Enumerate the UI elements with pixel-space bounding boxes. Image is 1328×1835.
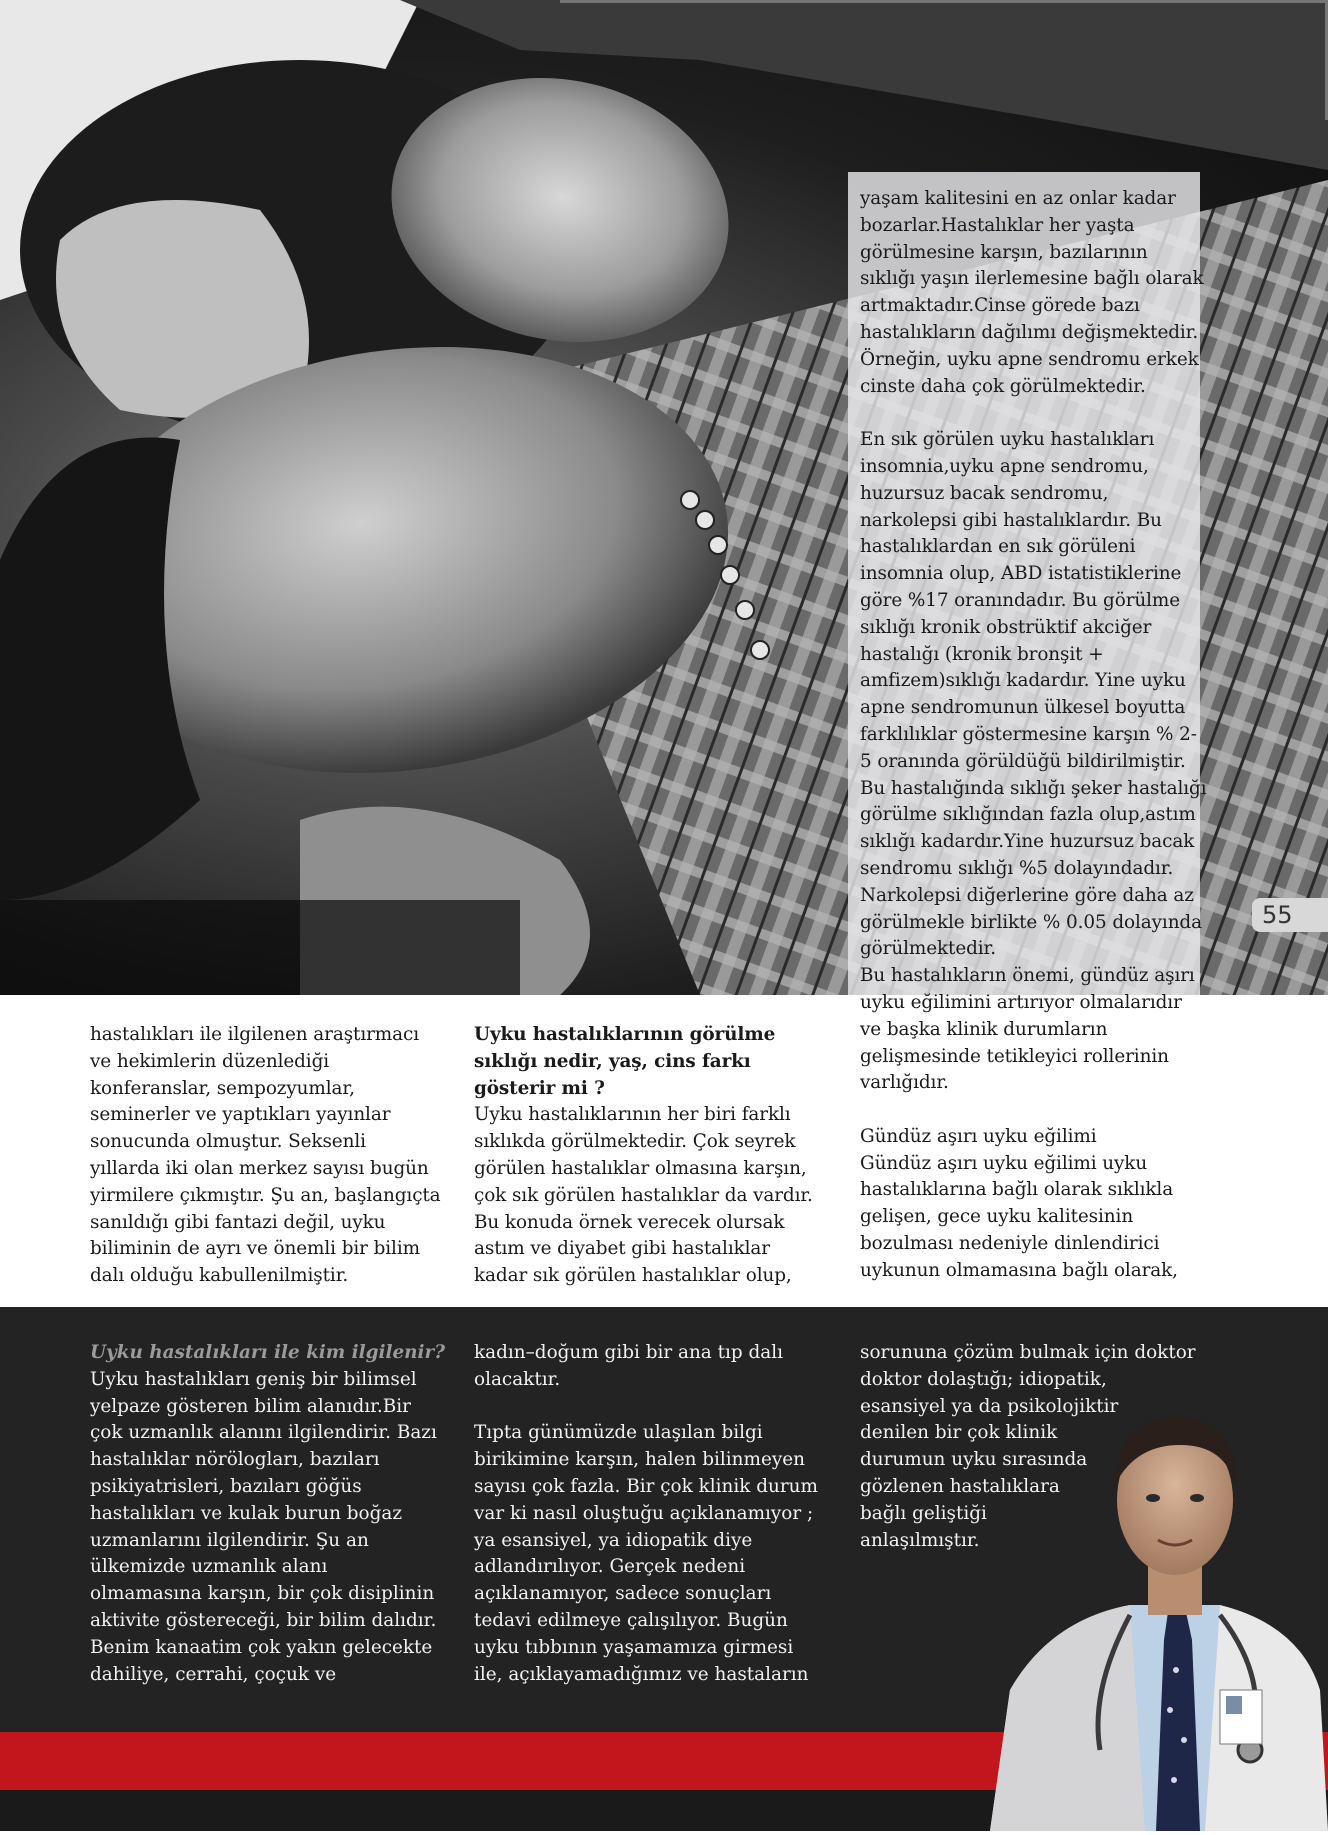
section-heading: Uyku hastalıklarının görülme sıklığı nedir, yaş, cins farkı gösterir mi ? (474, 1024, 776, 1099)
left-column-text: hastalıkları ile ilgilenen araştırmacı ve hekimlerin düzenlediği konferanslar, sempozyumlar, seminerler ve yaptıkları yayınlar sonucunda olmuştur. Seksenli yıllarda iki olan merkez sayısı bugün yirmilere çıkmıştır. Şu an, başlangıçta sanıldığı gibi fantazi değil, uyku biliminin de ayrı ve önemli bir bilim dalı olduğu kabullenilmiştir. (90, 1024, 441, 1287)
section-question: Uyku hastalıkları ile kim ilgilenir? (90, 1342, 445, 1363)
dark-left-column (90, 1340, 450, 1688)
page-number: 55 (1252, 898, 1328, 932)
doctor-portrait-photo (980, 1390, 1328, 1831)
dark-left-body: Uyku hastalıkları geniş bir bilimsel yelpaze gösteren bilim alanıdır.Bir çok uzmanlık alanını ilgilendirir. Bazı hastalıklar nörölogları, bazıları psikiyatrisleri, bazıları göğüs hastalıkları ve kulak burun boğaz uzmanlarını ilgilendirir. Şu an ülkemizde uzmanlık alanı olmamasına karşın, bir çok disiplinin aktivite göstereceği, bir bilim dalıdır. Benim kanaatim çok yakın gelecekte dahiliye, cerrahi, çoçuk ve (90, 1368, 437, 1685)
doctor-shapes (980, 1390, 1328, 1831)
middle-column (474, 1022, 844, 1290)
dark-right-column: sorununa çözüm bulmak için doktor doktor dolaştığı; idiopatik, esansiyel ya da psikolojiktir denilen bir çok klinik durumun uyku sırasında gözlenen hastalıklara bağlı geliştiği anlaşılmıştır. (860, 1342, 1196, 1551)
middle-column-body: Uyku hastalıklarının her biri farklı sıklıkda görülmektedir. Çok seyrek görülen hastalıklar olmasına karşın, çok sık görülen hastalıklar da vardır. Bu konuda örnek verecek olursak astım ve diyabet gibi hastalıklar kadar sık görülen hastalıklar olup, (474, 1104, 813, 1287)
dark-middle-column: kadın–doğum gibi bir ana tıp dalı olacaktır. Tıpta günümüzde ulaşılan bilgi birikimine karşın, halen bilinmeyen sayısı çok fazla. Bir çok klinik durum var ki nasıl oluştuğu açıklanamıyor ; ya esansiyel, ya idiopatik diye adlandırılıyor. Gerçek nedeni açıklanamıyor, sadece sonuçları tedavi edilmeye çalışılıyor. Bugün uyku tıbbının yaşamamıza girmesi ile, açıklayamadığımız ve hastaların (474, 1342, 818, 1685)
right-column-text: yaşam kalitesini en az onlar kadar bozarlar.Hastalıklar her yaşta görülmesine karşın, bazılarının sıklığı yaşın ilerlemesine bağlı olarak artmaktadır.Cinse görede bazı hastalıkların dağılımı değişmektedir. Örneğin, uyku apne sendromu erkek cinste daha çok görülmektedir. En sık görülen uyku hastalıkları insomnia,uyku apne sendromu, huzursuz bacak sendromu, narkolepsi gibi hastalıklardır. Bu hastalıklardan en sık görüleni insomnia olup, ABD istatistiklerine göre %17 oranındadır. Bu görülme sıklığı kronik obstrüktif akciğer hastalığı (kronik bronşit + amfizem)sıklığı kadardır. Yine uyku apne sendromunun ülkesel boyutta farklılıklar göstermesine karşın % 2- 5 oranında görüldüğü bildirilmiştir. Bu hastalığında sıklığı şeker hastalığı görülme sıklığından fazla olup,astım sıklığı kadardır.Yine huzursuz bacak sendromu sıklığı %5 dolayındadır. Narkolepsi diğerlerine göre daha az görülmekle birlikte % 0.05 dolayında görülmektedir. Bu hastalıkların önemi, gündüz aşırı uyku eğilimini artırıyor olmalarıdır ve başka klinik durumların gelişmesinde tetikleyici rollerinin varlığıdır. Gündüz aşırı uyku eğilimi Gündüz aşırı uyku eğilimi uyku hastalıklarına bağlı olarak sıklıkla gelişen, gece uyku kalitesinin bozulması nedeniyle dinlendirici uykunun olmamasına bağlı olarak, (860, 188, 1207, 1281)
